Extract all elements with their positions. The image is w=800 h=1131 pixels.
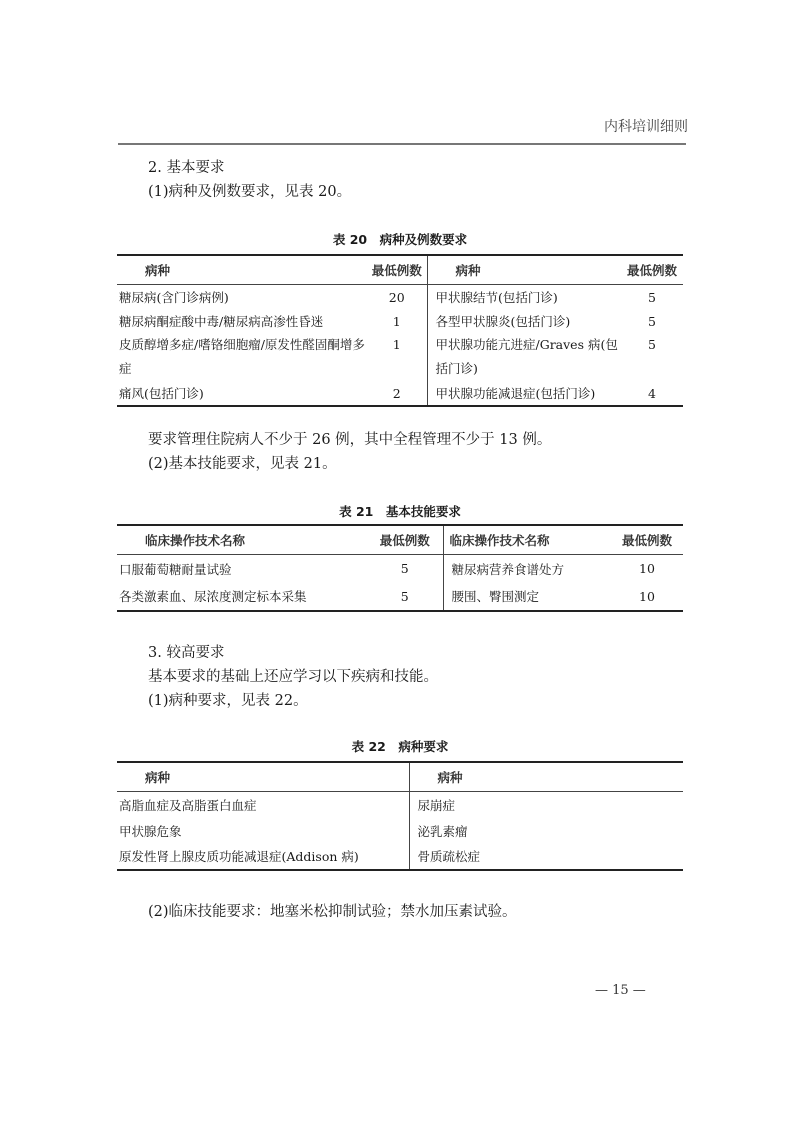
min-count: 5 [648,337,656,352]
section-3-intro: 基本要求的基础上还应学习以下疾病和技能。 [148,669,438,685]
min-count: 1 [392,337,401,352]
section-2-item-2: (2)基本技能要求，见表 21。 [148,456,337,472]
table-20 [117,254,683,407]
disease-name: 糖尿病(含门诊病例) [119,290,229,305]
min-count: 2 [392,385,401,401]
skill-name: 口服葡萄糖耐量试验 [119,561,232,577]
disease-name: 甲状腺功能亢进症/Graves 病(包括门诊) [427,333,621,381]
column-header: 病种 [409,762,683,792]
section-2-item-1: (1)病种及例数要求，见表 20。 [148,184,352,200]
min-count: 4 [648,385,656,401]
table-22-caption: 表 22 病种要求 [351,739,449,754]
skill-name: 腰围、臀围测定 [443,583,611,611]
min-count: 10 [639,561,655,577]
min-count: 1 [392,313,401,329]
min-count: 5 [400,588,409,604]
section-3-item-2: (2)临床技能要求：地塞米松抑制试验；禁水加压素试验。 [148,904,517,920]
table-22 [117,761,683,871]
table-21 [117,524,683,612]
column-header: 病种 [117,255,367,285]
table-21-caption: 表 21 基本技能要求 [339,504,461,519]
table-header-row [117,525,683,555]
table-row [117,333,683,381]
disease-name: 各型甲状腺炎(包括门诊) [427,309,621,333]
table-row [117,309,683,333]
min-count: 5 [400,561,409,577]
disease-name: 皮质醇增多症/嗜铬细胞瘤/原发性醛固酮增多症 [119,337,365,376]
min-count: 10 [639,588,655,604]
disease-name: 原发性肾上腺皮质功能减退症(Addison 病) [119,849,359,864]
table-row [117,792,683,818]
table-row [117,583,683,611]
table-row [117,285,683,310]
min-count: 20 [388,289,405,305]
disease-name: 甲状腺危象 [119,823,182,839]
table-row [117,381,683,406]
column-header: 最低例数 [367,525,443,555]
disease-name: 甲状腺功能减退症(包括门诊) [427,381,621,406]
section-3-heading: 3. 较高要求 [148,645,225,661]
column-header: 病种 [427,255,621,285]
table-row [117,844,683,870]
running-header: 内科培训细则 [604,119,688,135]
table-header-row [117,762,683,792]
column-header: 最低例数 [611,525,683,555]
disease-name: 糖尿病酮症酸中毒/糖尿病高渗性昏迷 [119,314,324,329]
skill-name: 各类激素血、尿浓度测定标本采集 [119,589,307,604]
section-2-note: 要求管理住院病人不少于 26 例，其中全程管理不少于 13 例。 [148,432,552,448]
disease-name: 泌乳素瘤 [409,818,683,844]
skill-name: 糖尿病营养食谱处方 [443,555,611,583]
disease-name: 痛风(包括门诊) [119,386,204,401]
column-header: 病种 [117,762,409,792]
min-count: 5 [648,289,656,305]
disease-name: 甲状腺结节(包括门诊) [427,285,621,310]
section-2-heading: 2. 基本要求 [148,160,225,176]
table-row [117,818,683,844]
header-rule [118,143,686,145]
section-3-item-1: (1)病种要求，见表 22。 [148,693,308,709]
disease-name: 骨质疏松症 [409,844,683,870]
table-row [117,555,683,583]
disease-name: 尿崩症 [409,792,683,818]
table-20-caption: 表 20 病种及例数要求 [332,232,468,247]
table-header-row [117,255,683,285]
column-header: 临床操作技术名称 [443,525,611,555]
column-header: 最低例数 [621,255,683,285]
disease-name: 高脂血症及高脂蛋白血症 [119,797,257,813]
column-header: 最低例数 [367,255,427,285]
min-count: 5 [648,313,656,329]
page-number: — 15 — [595,983,646,998]
column-header: 临床操作技术名称 [117,525,367,555]
